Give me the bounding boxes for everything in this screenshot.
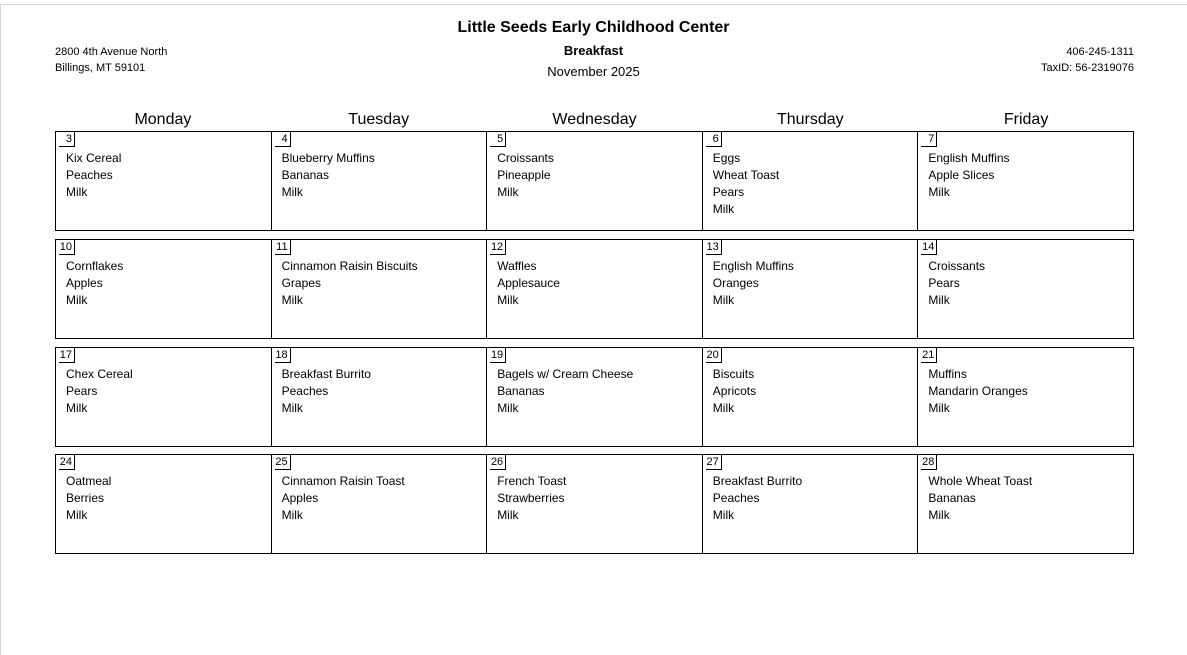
- menu-month: November 2025: [547, 64, 640, 79]
- menu-item: Cinnamon Raisin Toast: [281, 474, 405, 488]
- menu-item: Milk: [66, 401, 88, 415]
- menu-item: Kix Cereal: [66, 151, 122, 165]
- day-cell: [487, 240, 703, 338]
- menu-item: Muffins: [928, 367, 967, 381]
- menu-item: Waffles: [497, 259, 537, 273]
- weekday-wednesday: Wednesday: [552, 111, 637, 128]
- day-cell: [272, 455, 488, 553]
- menu-item: Wheat Toast: [712, 168, 780, 182]
- menu-item: Mandarin Oranges: [928, 384, 1028, 398]
- menu-item-list: [66, 150, 121, 201]
- menu-item: Applesauce: [497, 276, 560, 290]
- menu-item: Milk: [497, 293, 519, 307]
- menu-item: Milk: [66, 508, 88, 522]
- menu-item: Bananas: [497, 384, 545, 398]
- day-cell: [56, 455, 272, 553]
- day-cell: [272, 348, 488, 446]
- menu-item: Bananas: [281, 168, 329, 182]
- date-number: 13: [706, 240, 722, 255]
- week-row: [55, 454, 1134, 554]
- menu-item: Milk: [66, 293, 88, 307]
- menu-item: Croissants: [928, 259, 986, 273]
- week-row: [55, 347, 1134, 447]
- day-cell: [918, 240, 1133, 338]
- menu-item-list: [713, 258, 794, 309]
- menu-item: Cinnamon Raisin Biscuits: [281, 259, 418, 273]
- menu-item: Croissants: [497, 151, 554, 165]
- day-cell: [918, 132, 1133, 230]
- menu-item-list: [497, 258, 560, 309]
- date-number: 24: [59, 455, 75, 470]
- menu-item: Apple Slices: [928, 168, 995, 182]
- menu-item: Pears: [928, 276, 960, 290]
- day-cell: [703, 132, 919, 230]
- menu-item: Pears: [712, 185, 745, 199]
- menu-item-list: [66, 473, 111, 524]
- date-number: 25: [275, 455, 291, 470]
- menu-item: Milk: [497, 508, 519, 522]
- date-number: 11: [275, 240, 291, 255]
- menu-item: Breakfast Burrito: [281, 367, 371, 381]
- menu-item: French Toast: [497, 474, 567, 488]
- menu-item: Milk: [281, 508, 303, 522]
- date-number: 21: [921, 348, 937, 363]
- date-number: 14: [921, 240, 937, 255]
- menu-item: Milk: [712, 293, 735, 307]
- day-cell: [487, 132, 703, 230]
- day-cell: [56, 348, 272, 446]
- menu-item-list: [66, 366, 133, 417]
- menu-item: Milk: [928, 185, 950, 199]
- menu-item: Berries: [66, 491, 105, 505]
- menu-item-list: [282, 366, 371, 417]
- menu-item: English Muffins: [928, 151, 1010, 165]
- menu-item: Peaches: [281, 384, 329, 398]
- menu-item-list: [497, 473, 566, 524]
- menu-item-list: [282, 473, 405, 524]
- menu-item: Milk: [66, 185, 88, 199]
- menu-item: Breakfast Burrito: [712, 474, 803, 488]
- menu-item: Pineapple: [497, 168, 551, 182]
- menu-item: Milk: [281, 185, 303, 199]
- address-line-1: 2800 4th Avenue North: [55, 46, 168, 58]
- menu-item: Whole Wheat Toast: [928, 474, 1033, 488]
- date-number: 18: [275, 348, 291, 363]
- phone-number: 406-245-1311: [1066, 46, 1134, 58]
- day-cell: [918, 455, 1133, 553]
- menu-item: Peaches: [66, 168, 113, 182]
- address-line-2: Billings, MT 59101: [55, 62, 146, 74]
- menu-item: Oranges: [712, 276, 759, 290]
- tax-id: TaxID: 56-2319076: [1041, 62, 1134, 74]
- menu-item-list: [66, 258, 123, 309]
- menu-item: Cornflakes: [66, 259, 124, 273]
- day-cell: [703, 348, 919, 446]
- date-number: 3: [59, 132, 75, 147]
- week-row: [55, 239, 1134, 339]
- date-number: 27: [706, 455, 722, 470]
- day-cell: [487, 348, 703, 446]
- day-cell: [56, 240, 272, 338]
- menu-item-list: [497, 366, 633, 417]
- date-number: 20: [706, 348, 722, 363]
- date-number: 26: [490, 455, 506, 470]
- menu-item: Milk: [928, 401, 950, 415]
- day-cell: [703, 240, 919, 338]
- menu-item: Strawberries: [497, 491, 565, 505]
- center-name: Little Seeds Early Childhood Center: [457, 19, 730, 36]
- menu-item: Oatmeal: [66, 474, 112, 488]
- menu-item: Bagels w/ Cream Cheese: [497, 367, 634, 381]
- menu-item-list: [928, 150, 1009, 201]
- menu-item-list: [928, 366, 1027, 417]
- date-number: 7: [921, 132, 937, 147]
- day-cell: [56, 132, 272, 230]
- date-number: 12: [490, 240, 506, 255]
- menu-item: Milk: [928, 508, 950, 522]
- weekday-header-row: [55, 110, 1134, 130]
- menu-item-list: [713, 150, 779, 218]
- menu-item: Milk: [928, 293, 950, 307]
- date-number: 10: [59, 240, 75, 255]
- menu-item: Milk: [497, 401, 519, 415]
- menu-item: Milk: [281, 401, 303, 415]
- menu-item-list: [497, 150, 554, 201]
- menu-item: Milk: [281, 293, 303, 307]
- date-number: 17: [59, 348, 75, 363]
- date-number: 4: [275, 132, 291, 147]
- menu-item: Apples: [66, 276, 103, 290]
- day-cell: [703, 455, 919, 553]
- weekday-monday: Monday: [134, 111, 192, 128]
- menu-item-list: [713, 366, 756, 417]
- weekday-thursday: Thursday: [776, 111, 844, 128]
- menu-item: Bananas: [928, 491, 976, 505]
- date-number: 5: [490, 132, 506, 147]
- menu-item: Biscuits: [712, 367, 755, 381]
- menu-item: English Muffins: [712, 259, 794, 273]
- menu-item: Milk: [497, 185, 519, 199]
- menu-item-list: [282, 150, 375, 201]
- menu-item: Peaches: [712, 491, 760, 505]
- menu-item: Blueberry Muffins: [281, 151, 375, 165]
- menu-item-list: [928, 258, 985, 309]
- menu-item: Apricots: [712, 384, 757, 398]
- weekday-friday: Friday: [1003, 111, 1049, 128]
- menu-item: Eggs: [712, 151, 741, 165]
- menu-item: Milk: [712, 401, 735, 415]
- date-number: 6: [706, 132, 722, 147]
- week-row: [55, 131, 1134, 231]
- date-number: 28: [921, 455, 937, 470]
- menu-item-list: [282, 258, 418, 309]
- weekday-tuesday: Tuesday: [348, 111, 410, 128]
- day-cell: [272, 240, 488, 338]
- menu-item: Apples: [281, 491, 319, 505]
- date-number: 19: [490, 348, 506, 363]
- menu-item-list: [928, 473, 1032, 524]
- menu-item: Grapes: [281, 276, 321, 290]
- menu-item: Chex Cereal: [66, 367, 133, 381]
- menu-item-list: [713, 473, 802, 524]
- day-cell: [487, 455, 703, 553]
- menu-item: Milk: [712, 508, 735, 522]
- day-cell: [272, 132, 488, 230]
- menu-item: Pears: [66, 384, 98, 398]
- menu-item: Milk: [712, 202, 735, 216]
- day-cell: [918, 348, 1133, 446]
- meal-type: Breakfast: [563, 43, 624, 58]
